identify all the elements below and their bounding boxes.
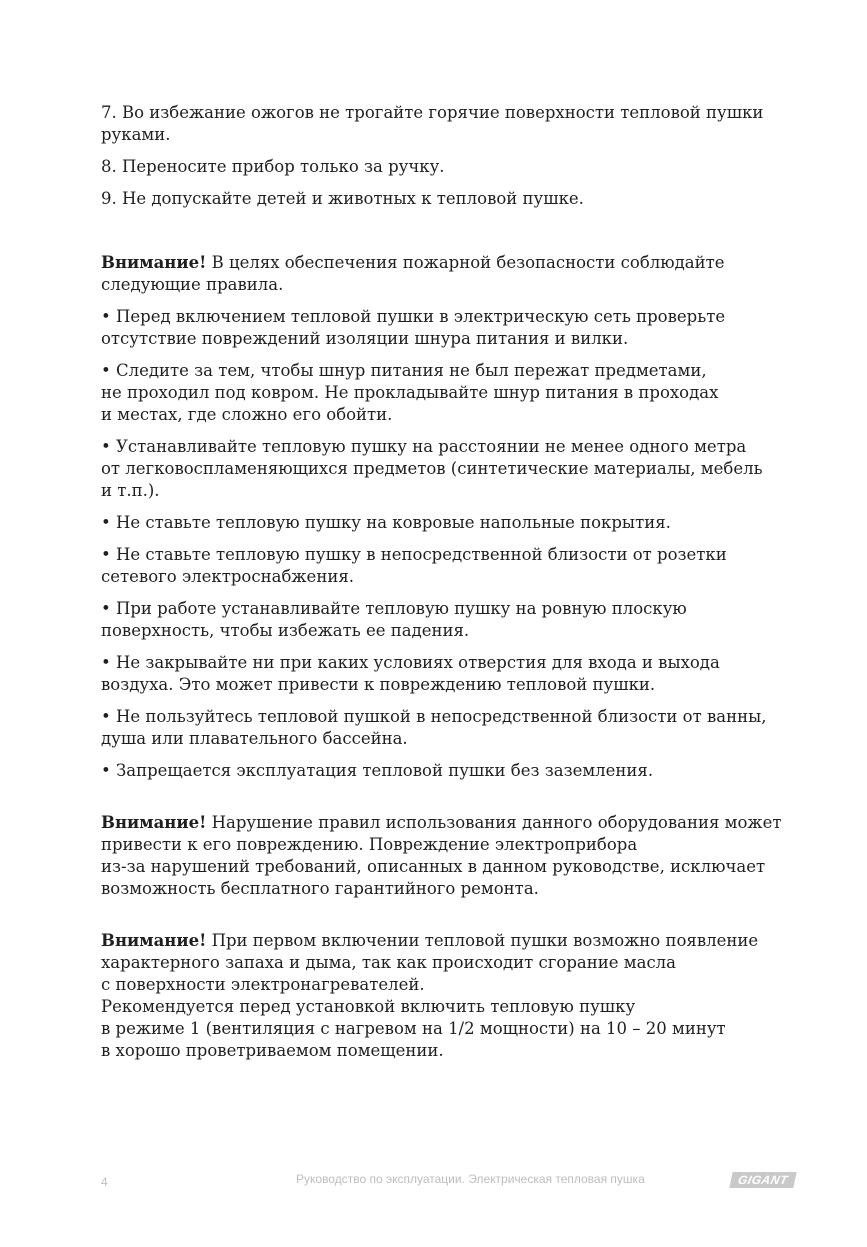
page-content xyxy=(101,102,801,1072)
warning-text: Нарушение правил использования данного оборудования может привести к его повреждению. Повреждение электроприбора из-за нарушений требований, описанных в данном руководстве, исключает возможность бесплатного гарантийного ремонта. xyxy=(101,813,782,898)
bullet-item: • Не пользуйтесь тепловой пушкой в непосредственной близости от ванны, душа или плавательного бассейна. xyxy=(101,707,767,748)
bullet-item: • Перед включением тепловой пушки в электрическую сеть проверьте отсутствие повреждений изоляции шнура питания и вилки. xyxy=(101,307,726,348)
footer-title: Руководство по эксплуатации. Электрическая тепловая пушка xyxy=(296,1172,645,1186)
spacer xyxy=(101,910,801,930)
warranty-warning xyxy=(101,812,801,900)
warning-text: В целях обеспечения пожарной безопасности соблюдайте следующие правила. xyxy=(101,253,725,294)
fire-safety-warning xyxy=(101,252,801,296)
bullet-item: • Не ставьте тепловую пушку на ковровые напольные покрытия. xyxy=(101,513,671,532)
warning-label: Внимание! xyxy=(101,813,207,832)
first-use-warning xyxy=(101,930,801,1062)
bullet-item: • Не закрывайте ни при каких условиях отверстия для входа и выхода воздуха. Это может привести к повреждению тепловой пушки. xyxy=(101,653,720,694)
brand-logo: GIGANT xyxy=(729,1172,796,1188)
warning-label: Внимание! xyxy=(101,253,207,272)
bullet-item: • При работе устанавливайте тепловую пушку на ровную плоскую поверхность, чтобы избежать ее падения. xyxy=(101,599,687,640)
bullet-item: • Не ставьте тепловую пушку в непосредственной близости от розетки сетевого электроснабжения. xyxy=(101,545,727,586)
list-item: 8. Переносите прибор только за ручку. xyxy=(101,157,445,176)
bullet-item: • Устанавливайте тепловую пушку на расстоянии не менее одного метра от легковоспламеняющихся предметов (синтетические материалы, мебель и т.п.). xyxy=(101,437,763,500)
page-number: 4 xyxy=(101,1175,108,1189)
bullet-item: • Запрещается эксплуатация тепловой пушки без заземления. xyxy=(101,761,654,780)
warning-label: Внимание! xyxy=(101,931,207,950)
list-item: 9. Не допускайте детей и животных к тепловой пушке. xyxy=(101,189,584,208)
spacer xyxy=(101,220,801,252)
list-item: 7. Во избежание ожогов не трогайте горячие поверхности тепловой пушки руками. xyxy=(101,103,764,144)
page-footer xyxy=(0,1166,867,1190)
bullet-item: • Следите за тем, чтобы шнур питания не был пережат предметами, не проходил под ковром. Не прокладывайте шнур питания в проходах и местах, где сложно его обойти. xyxy=(101,361,719,424)
warning-text: При первом включении тепловой пушки возможно появление характерного запаха и дыма, так как происходит сгорание масла с поверхности электронагревателей. Рекомендуется перед установкой включить тепловую пушку в режиме 1 (вентиляция с нагревом на 1/2 мощности) на 10 – 20 минут в хорошо проветриваемом помещении. xyxy=(101,931,759,1060)
spacer xyxy=(101,792,801,812)
